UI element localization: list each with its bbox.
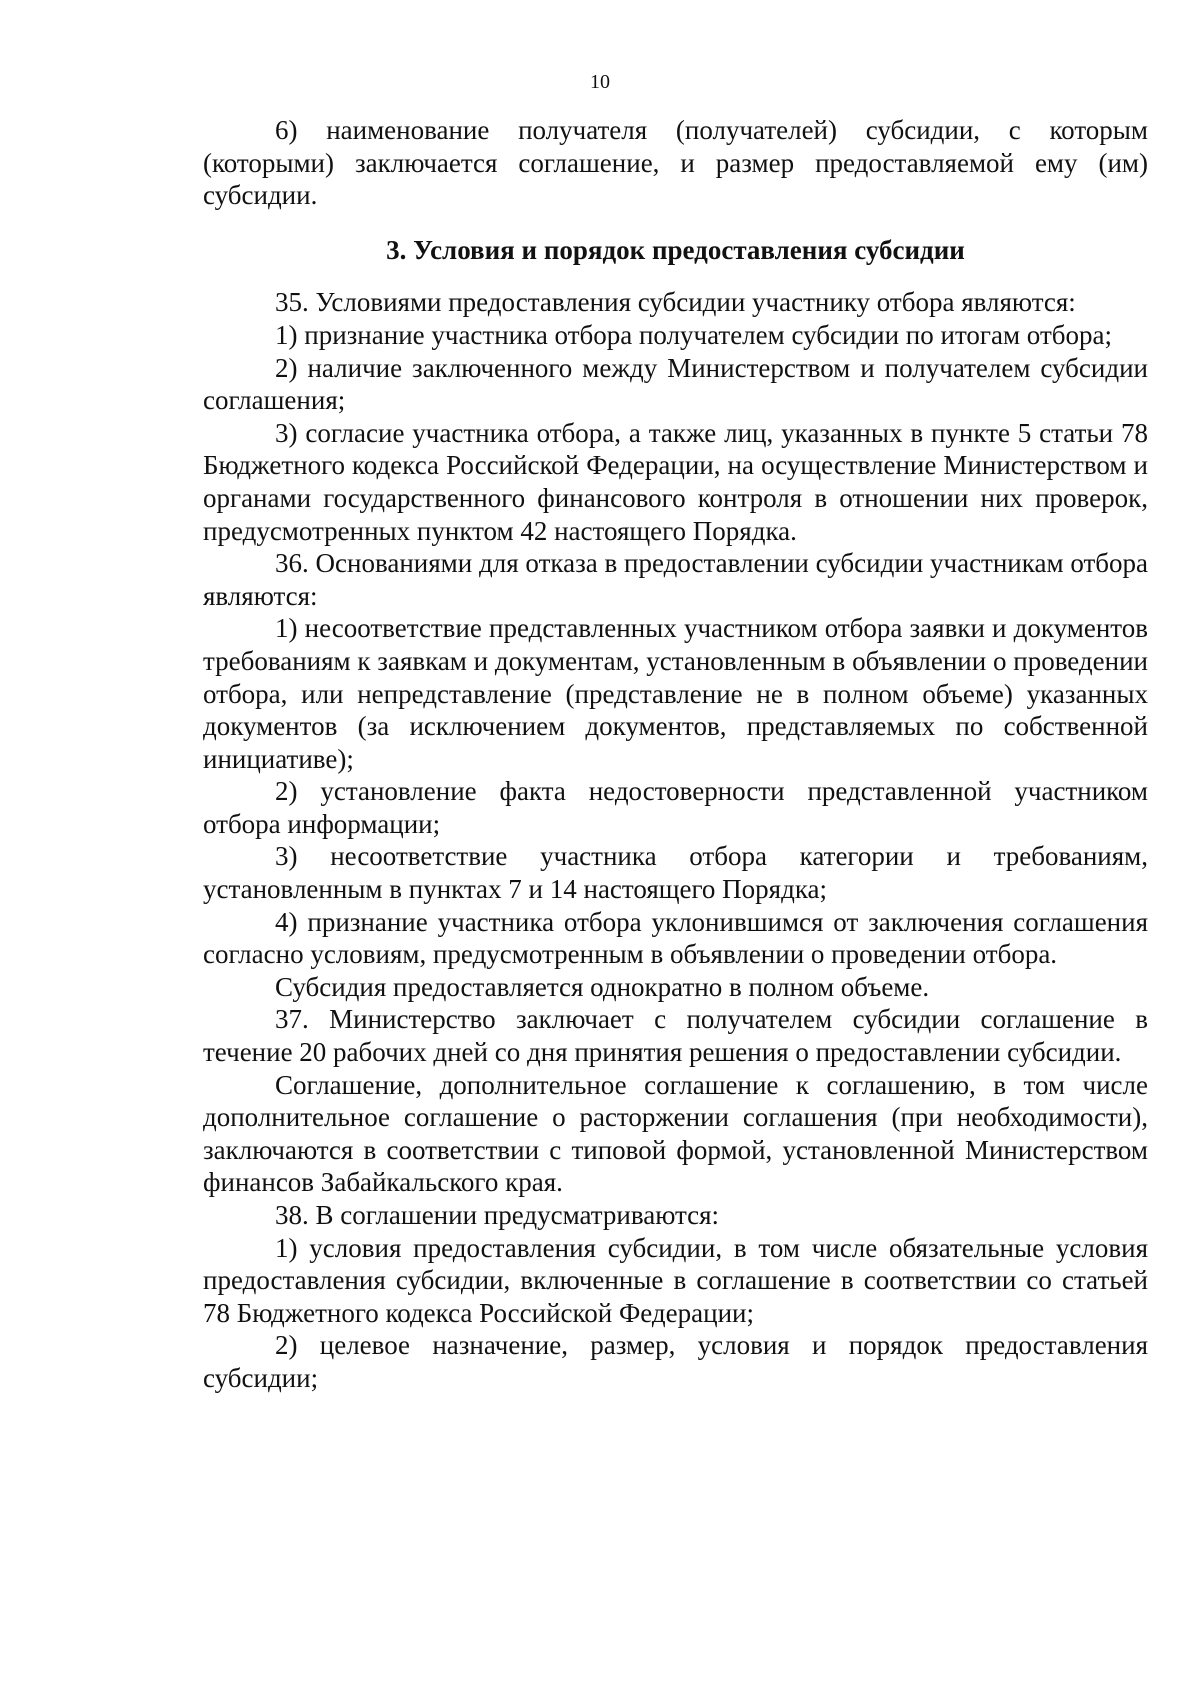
paragraph-6-recipient-name: 6) наименование получателя (получателей) субсидии, с которым (которыми) заключается соглашение, и размер предоставляемой ему (им) субсидии. (203, 115, 1148, 211)
paragraph-36-item-1: 1) несоответствие представленных участником отбора заявки и документов требованиям к заявкам и документам, установленным в объявлении о проведении отбора, или непредставление (представление не в полном объеме) указанных документов (за исключением документов, представляемых по собственной инициативе); (203, 613, 1148, 774)
paragraph-37-agreement-form: Соглашение, дополнительное соглашение к соглашению, в том числе дополнительное соглашение о расторжении соглашения (при необходимости), заключаются в соответствии с типовой формой, установленной Министерством финансов Забайкальского края. (203, 1069, 1148, 1198)
paragraph-38: 38. В соглашении предусматриваются: (275, 1200, 720, 1230)
paragraph-36-item-4: 4) признание участника отбора уклонившимся от заключения соглашения согласно условиям, предусмотренным в объявлении о проведении отбора. (203, 906, 1148, 970)
paragraph-35-item-1: 1) признание участника отбора получателем субсидии по итогам отбора; (275, 319, 1112, 350)
paragraph-38-item-2: 2) целевое назначение, размер, условия и порядок предоставления субсидии; (203, 1330, 1148, 1393)
paragraph-36: 36. Основаниями для отказа в предоставлении субсидии участникам отбора являются: (203, 548, 1148, 611)
paragraph-single-payment: Субсидия предоставляется однократно в полном объеме. (275, 971, 930, 1002)
paragraph-36-item-3: 3) несоответствие участника отбора категории и требованиям, установленным в пунктах 7 и 14 настоящего Порядка; (203, 841, 1148, 905)
paragraph-36-item-2: 2) установление факта недостоверности представленной участником отбора информации; (203, 776, 1148, 839)
document-body (203, 114, 1148, 1395)
paragraph-35: 35. Условиями предоставления субсидии участнику отбора являются: (275, 287, 1076, 318)
page-number: 10 (590, 71, 610, 93)
section-heading: 3. Условия и порядок предоставления субсидии (386, 234, 965, 265)
paragraph-35-item-2: 2) наличие заключенного между Министерством и получателем субсидии соглашения; (203, 352, 1148, 416)
paragraph-37: 37. Министерство заключает с получателем субсидии соглашение в течение 20 рабочих дней со дня принятия решения о предоставлении субсидии. (203, 1004, 1148, 1068)
paragraph-35-item-3: 3) согласие участника отбора, а также лиц, указанных в пункте 5 статьи 78 Бюджетного кодекса Российской Федерации, на осуществление Министерством и органами государственного финансового контроля в отношении них проверок, предусмотренных пунктом 42 настоящего Порядка. (203, 417, 1148, 546)
paragraph-38-item-1: 1) условия предоставления субсидии, в том числе обязательные условия предоставления субсидии, включенные в соглашение в соответствии со статьей 78 Бюджетного кодекса Российской Федерации; (203, 1232, 1148, 1328)
